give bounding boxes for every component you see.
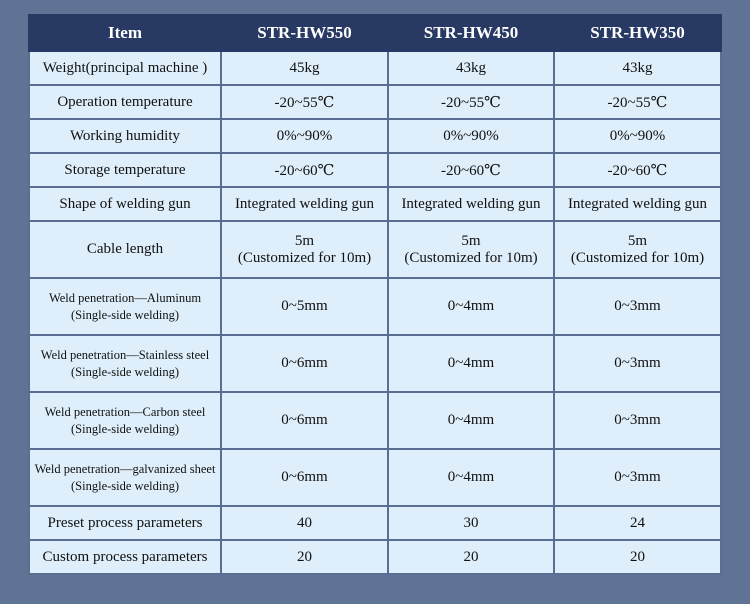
row-label-line-1: Weld penetration—Aluminum bbox=[48, 290, 202, 305]
row-label bbox=[29, 392, 221, 449]
cell: 0%~90% bbox=[554, 119, 721, 153]
row-label-line-2: (Single-side welding) bbox=[71, 307, 179, 322]
header-item: Item bbox=[29, 15, 221, 51]
table-row bbox=[29, 119, 721, 153]
row-label: Preset process parameters bbox=[29, 506, 221, 540]
cell: 0~4mm bbox=[388, 449, 554, 506]
row-label: Cable length bbox=[29, 221, 221, 278]
cell: 24 bbox=[554, 506, 721, 540]
cell: 0~4mm bbox=[388, 392, 554, 449]
cell: 0~5mm bbox=[221, 278, 388, 335]
cell: 43kg bbox=[388, 51, 554, 85]
cell: Integrated welding gun bbox=[221, 187, 388, 221]
cell: 0~6mm bbox=[221, 449, 388, 506]
row-label-line-2: (Single-side welding) bbox=[71, 421, 179, 436]
row-label: Storage temperature bbox=[29, 153, 221, 187]
cell: -20~60℃ bbox=[554, 153, 721, 187]
row-label-line-1: Weld penetration—Stainless steel bbox=[40, 347, 210, 362]
table-row bbox=[29, 153, 721, 187]
cell: -20~60℃ bbox=[388, 153, 554, 187]
cell: 0~3mm bbox=[554, 449, 721, 506]
row-label-line-1: Weld penetration—galvanized sheet bbox=[34, 461, 216, 476]
table-row bbox=[29, 506, 721, 540]
table-row bbox=[29, 51, 721, 85]
cell: -20~60℃ bbox=[221, 153, 388, 187]
table-row bbox=[29, 392, 721, 449]
cell: -20~55℃ bbox=[554, 85, 721, 119]
row-label-line-2: (Single-side welding) bbox=[71, 364, 179, 379]
header-model-1: STR-HW550 bbox=[221, 15, 388, 51]
cell: 0~4mm bbox=[388, 335, 554, 392]
cell: 0~3mm bbox=[554, 335, 721, 392]
table-header-row bbox=[29, 15, 721, 51]
header-model-3: STR-HW350 bbox=[554, 15, 721, 51]
row-label: Working humidity bbox=[29, 119, 221, 153]
table-row bbox=[29, 335, 721, 392]
row-label bbox=[29, 278, 221, 335]
cell-line-1: 5m bbox=[294, 232, 315, 249]
row-label-line-1: Weld penetration—Carbon steel bbox=[44, 404, 206, 419]
cell: 20 bbox=[221, 540, 388, 574]
table-row bbox=[29, 540, 721, 574]
cell: 0~3mm bbox=[554, 278, 721, 335]
cell: Integrated welding gun bbox=[554, 187, 721, 221]
cell: 45kg bbox=[221, 51, 388, 85]
table-row bbox=[29, 278, 721, 335]
cell: 0~4mm bbox=[388, 278, 554, 335]
cell: 43kg bbox=[554, 51, 721, 85]
cell: 0~6mm bbox=[221, 392, 388, 449]
row-label bbox=[29, 335, 221, 392]
cell: 0~3mm bbox=[554, 392, 721, 449]
cell-line-1: 5m bbox=[461, 232, 481, 249]
row-label: Weight(principal machine ) bbox=[29, 51, 221, 85]
table-row bbox=[29, 187, 721, 221]
table-row bbox=[29, 221, 721, 278]
row-label bbox=[29, 449, 221, 506]
cell: Integrated welding gun bbox=[388, 187, 554, 221]
row-label-line-2: (Single-side welding) bbox=[71, 478, 179, 493]
cell bbox=[554, 221, 721, 278]
cell: 0%~90% bbox=[388, 119, 554, 153]
cell: 0~6mm bbox=[221, 335, 388, 392]
spec-table bbox=[28, 14, 722, 575]
row-label: Operation temperature bbox=[29, 85, 221, 119]
cell-line-2: (Customized for 10m) bbox=[570, 249, 705, 266]
cell-line-2: (Customized for 10m) bbox=[404, 249, 538, 266]
cell-line-2: (Customized for 10m) bbox=[237, 249, 372, 266]
cell: 20 bbox=[554, 540, 721, 574]
row-label: Shape of welding gun bbox=[29, 187, 221, 221]
cell: 0%~90% bbox=[221, 119, 388, 153]
cell: 40 bbox=[221, 506, 388, 540]
cell: 30 bbox=[388, 506, 554, 540]
cell: -20~55℃ bbox=[221, 85, 388, 119]
cell-line-1: 5m bbox=[627, 232, 648, 249]
table-row bbox=[29, 85, 721, 119]
cell bbox=[388, 221, 554, 278]
cell bbox=[221, 221, 388, 278]
row-label: Custom process parameters bbox=[29, 540, 221, 574]
cell: 20 bbox=[388, 540, 554, 574]
table-row bbox=[29, 449, 721, 506]
header-model-2: STR-HW450 bbox=[388, 15, 554, 51]
cell: -20~55℃ bbox=[388, 85, 554, 119]
